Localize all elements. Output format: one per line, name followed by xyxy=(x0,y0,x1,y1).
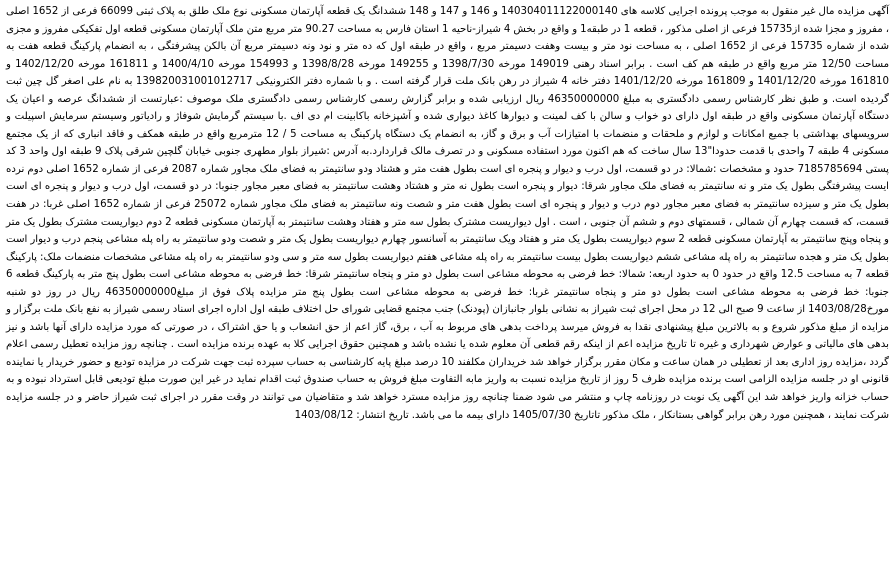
auction-notice-text: آگهی مزایده مال غیر منقول به موجب پرونده اجرایی کلاسه های 140304011122000140 و 146 و 147 و 148 ششدانگ یک قطعه آپارتمان مسکونی نوع ملک طلق به پلاک ثبتی 66099 فرعی از 1652 اصلی ، مفروز و مجزا شده از15735 فرعی از اصلی مذکور ، قطعه 1 در طبقه1 و واقع در بخش 4 شیراز-ناحیه 1 استان فارس به مساحت 90.27 متر مربع متن ملک آپارتمان مسکونی قطعه اول تفکیکی مفروز و مجزی شده از شماره 15735 فرعی از 1652 اصلی ، به مساحت نود متر و بیست وهفت دسیمتر مربع ، واقع در طبقه اول که ده متر و نود ونه دسیمتر مربع آن بالکن پیشرفتگی ، به انضمام پارکینگ قطعه هفت به مساحت 12/50 متر مربع واقع در طبقه هم کف است . برابر اسناد رهنی 149019 مورخه 1398/7/30 و 149255 مورخه 1398/8/28 و 154993 مورخه 1400/4/10 و 161811 مورخه 1402/12/20 و 161810 مورخه 1401/12/20 و 161809 مورخه 1401/12/20 دفتر خانه 4 شیراز در رهن بانک ملت قرار گرفته است . و با شماره دفتر الکترونیکی 139820031001012717 به نام علی اصغر گل چین ثبت گردیده است. و طبق نظر کارشناس رسمی دادگستری به مبلغ 46350000000 ریال ارزیابی شده و برابر گزارش رسمی کارشناس رسمی دادگستری ملک موصوف :عبارتست از ششدانگ عرصه و اعیان یک دستگاه آپارتمان مسکونی واقع در طبقه اول دارای دو خواب و سالن با کف لمینت و دیوارها کاغذ دیواری شده و آشپزخانه باکابینت ام دی اف .با سیستم گرمایش شوفاژ و رادیاتور وسیستم سرمایش اسپیلت و سرویسهای بهداشتی با جمیع امکانات و لوازم و ملحقات و منضمات با امتیازات آب و برق و گاز، به انضمام یک دستگاه پارکینگ به مساحت 5 / 12 مترمربع واقع در طبقه همکف و فاقد انباری که از یک مجتمع مسکونی 4 طبقه 7 واحدی با قدمت حدودا"13 سال ساخت که هم اکنون مورد استفاده مسکونی و در تصرف مالک قراردارد.به آدرس :شیراز بلوار مطهری جنوبی خیابان گلچین شرقی پلاک 9 طبقه اول واحد 3 کد پستی 7185785694 حدود و مشخصات :شمالا: در دو قسمت، اول درب و دیوار و پنجره ای است بطول هفت متر و هشتاد ودو سانتیمتر به فضای ملک مجاور شماره 2087 فرعی از شماره 1652 اصلی دوم نرده ایست پیشرفتگی بطول یک متر و نه سانتیمتر به فضای ملک مجاور شرقا: دیوار و پنجره است بطول نه متر و هشتاد وهشت سانتیمتر به فضای معبر مجاور جنوبا: در دو قسمت، اول درب و دیوار و پنجره ای است بطول یک متر و سیزده سانتیمتر به فضای معبر مجاور دوم درب و دیوار و پنجره ای است بطول هفت متر و شصت ونه سانتیمتر به فضای ملک مجاور شماره 25072 فرعی از شماره 1652 اصلی غربا: در هفت قسمت، که قسمت چهارم آن شمالی ، قسمتهای دوم و ششم آن جنوبی ، است . اول دیواریست مشترک بطول سه متر و هفتاد وهشت سانتیمتر به آپارتمان مسکونی قطعه 2 دوم دیواریست مشترک بطول یک متر و پنجاه وپنج سانتیمتر به آپارتمان مسکونی قطعه 2 سوم دیواریست بطول یک متر و هفتاد ویک سانتیمتر به آسانسور چهارم دیواریست بطول یک متر و شصت ودو سانتیمتر به راه پله مشاعی پنجم درب و دیوار است بطول یک متر و هجده سانتیمتر به راه پله مشاعی ششم دیواریست بطول بیست سانتیمتر به راه پله مشاعی هفتم دیواریست بطول سه متر و سی ودو سانتیمتر به راه پله مشاعی مشخصات منضمات ملک: پارکینگ قطعه 7 به مساحت 12.5 واقع در حدود 0 به حدود اربعه: شمالا: خط فرضی به محوطه مشاعی است بطول دو متر و پنجاه سانتیمتر شرقا: خط فرضی به محوطه مشاعی است بطول پنج متر به پارکینگ قطعه 6 جنوبا: خط فرضی به محوطه مشاعی است بطول دو متر و پنجاه سانتیمتر غربا: خط فرضی به محوطه مشاعی است بطول پنج متر مزایده پلاک فوق از مبلغ46350000000 ریال در روز دو شنبه مورخ1403/08/28 از ساعت 9 صبح الی 12 در محل اجرای ثبت شیراز به نشانی بلوار جانبازان (پودنک) جنب مجتمع قضایی شورای حل اختلاف طبقه اول اداره اجرای اسناد رسمی شیراز به نفع بانک ملت برگزار و مزایده از مبلغ مذکور شروع و به بالاترین مبلغ پیشنهادی نقدا به فروش میرسد پرداخت بدهی های مربوط به آب ، برق، گاز اعم از حق انشعاب و یا حق اشتراک ، در صورتی که مورد مزایده دارای آنها باشد و نیز بدهی های مالیاتی و عوارض شهرداری و غیره تا تاریخ مزایده اعم از اینکه رقم قطعی آن معلوم شده یا نشده باشد و همچنین حقوق اجرایی کلا به عهده برنده مزایده است . چنانچه روز مزایده تعطیل رسمی اعلام گردد ،مزایده روز اداری بعد از تعطیلی در همان ساعت و مکان مقرر برگزار خواهد شد خریداران مکلفند 10 درصد مبلغ پایه کارشناسی به حساب سپرده ثبت جهت شرکت در مزایده تودیع و حضور خریدار یا نماینده قانونی او در جلسه مزایده الزامی است برنده مزایده ظرف 5 روز از تاریخ مزایده نسبت به واریز مابه التفاوت مبلغ فروش به حساب صندوق ثبت اقدام نماید در غیر این صورت مبلغ تودیعی قابل استرداد نبوده و به حساب خزانه واریز خواهد شد این آگهی یک نوبت در روزنامه چاپ و منتشر می شود ضمنا چنانچه روز مزایده مسترد خواهد شد و متقاضیان می توانند در وقت مقرر در اجرای ثبت شیراز حاضر و در جلسه مزایده شرکت نمایند ، همچنین مورد رهن برابر گواهی بستانکار ، ملک مذکور تاتاریخ 1405/07/30 دارای بیمه ما می باشد. تاریخ انتشار: 1403/08/12 xyxy=(6,6,890,421)
